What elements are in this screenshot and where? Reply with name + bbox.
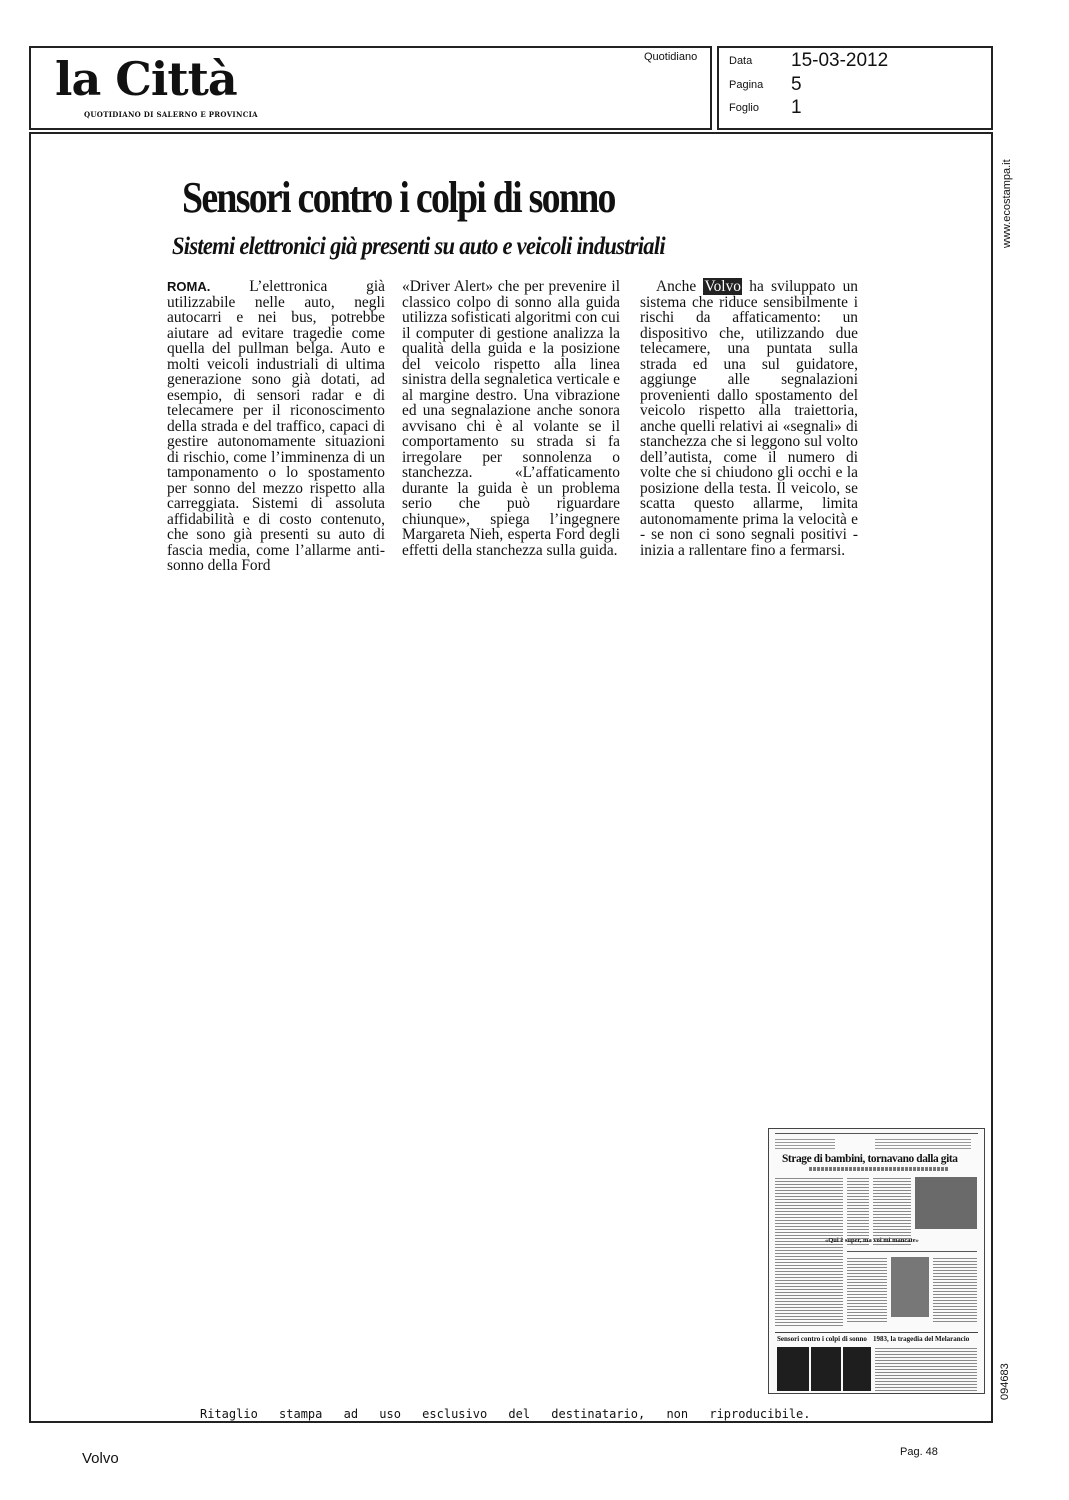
dateline: ROMA.	[167, 279, 211, 294]
page-thumbnail	[768, 1128, 985, 1394]
column-3-text: ha sviluppato un sistema che riduce sensibilmente i rischi da affaticamento: un dispositivo che, utilizzando due telecamere, una puntata sulla strada ed una sul guidatore, aggiunge alle segnalazioni provenienti dallo spostamento del veicolo rispetto alla traiettoria, anche quelli relativi ai «segnali» di stanchezza che si leggono sul volto dell’autista, come il numero di volte che si chiudono gli occhi e la posizione della testa. Il veicolo, se scatta questo allarme, limita autonomamente prima la velocità e - se non ci sono segnali positivi - inizia a rallentare fino a fermarsi.	[640, 278, 858, 559]
article-column-3	[640, 279, 858, 558]
newspaper-subtitle: QUOTIDIANO DI SALERNO E PROVINCIA	[84, 110, 258, 119]
thumbnail-quote: «Qui è super, ma voi mi mancate»	[825, 1237, 919, 1244]
side-code: 094683	[999, 1363, 1011, 1400]
date-value: 15-03-2012	[791, 50, 889, 71]
thumbnail-bottom-right: 1983, la tragedia del Melarancio	[873, 1335, 970, 1343]
side-url: www.ecostampa.it	[1001, 159, 1013, 248]
page-value: 5	[791, 74, 802, 95]
sheet-value: 1	[791, 97, 802, 118]
thumbnail-bottom-left: Sensori contro i colpi di sonno	[777, 1335, 867, 1343]
sheet-label: Foglio	[729, 102, 759, 114]
page-label: Pagina	[729, 79, 764, 91]
column-3-prefix: Anche	[656, 278, 697, 295]
column-1-text: L’elettronica già utilizzabile nelle auto, negli autocarri e nei bus, potrebbe aiutare ad evitare tragedie come quella del pullman belga. Auto e molti veicoli industriali di ultima generazione sono già dotati, ad esempio, di sensori radar e di telecamere per il riconoscimento della strada e del traffico, capaci di gestire autonomamente situazioni di rischio, come l’imminenza di un tamponamento o lo spostamento per sonno del mezzo rispetto alla carreggiata. Sistemi di assoluta affidabilità e di costo contenuto, che sono già presenti su auto di fascia media, come l’allarme anti-sonno della Ford	[167, 278, 385, 574]
article-column-1	[167, 279, 385, 574]
date-label: Data	[729, 55, 753, 67]
column-2-text: «Driver Alert» che per prevenire il classico colpo di sonno alla guida utilizza sofisticati algoritmi con cui il computer di gestione analizza la qualità della guida e la posizione del veicolo rispetto alla linea sinistra della segnaletica verticale e al margine destro. Una vibrazione ed una segnalazione anche sonora avvisano chi è al volante se il comportamento su strada si fa irregolare per sonnolenza o stanchezza. «L’affaticamento durante la guida è un problema serio che può riguardare chiunque», spiega l’ingegnere Margareta Nieh, esperta Ford degli effetti della stanchezza sulla guida.	[402, 278, 620, 559]
publication-type: Quotidiano	[644, 51, 698, 63]
article-headline: Sensori contro i colpi di sonno	[182, 173, 615, 222]
article-subheadline: Sistemi elettronici già presenti su auto e veicoli industriali	[172, 233, 665, 260]
newspaper-logo: la Città	[55, 52, 237, 106]
keyword-highlight: Volvo	[704, 278, 741, 295]
page-number: Pag. 48	[900, 1446, 938, 1458]
keyword-label: Volvo	[82, 1450, 119, 1467]
article-column-2	[402, 279, 620, 558]
disclaimer: Ritaglio stampa ad uso esclusivo del destinatario, non riproducibile.	[200, 1407, 811, 1421]
thumbnail-headline: Strage di bambini, tornavano dalla gita	[782, 1153, 958, 1165]
